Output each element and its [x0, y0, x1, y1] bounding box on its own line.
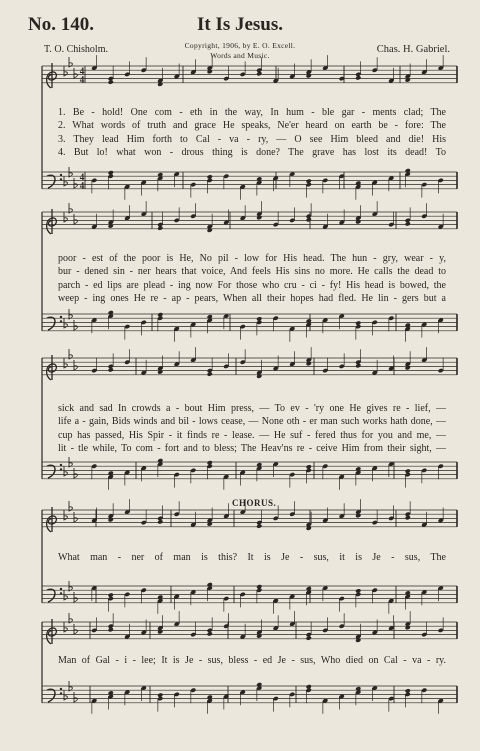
note-head	[108, 517, 114, 522]
note-head	[355, 466, 361, 471]
note-head	[256, 462, 262, 467]
lyric-line: 1. Be - hold! One com - eth in the way, In hum - ble gar - ments clad; The	[58, 107, 446, 118]
lyric-line: 2. What words of truth and grace He speaks, Ne'er heard on earth be - fore: The	[58, 120, 446, 132]
bass-clef-icon	[47, 465, 55, 478]
lyric-line: cup has passed, His Spir - it finds re - lease. — He suf - fered thus for you and me, —	[58, 429, 446, 441]
flat-sign-icon	[74, 512, 77, 522]
bass-clef-dot	[60, 592, 62, 594]
note-head	[256, 176, 262, 181]
note-head	[355, 686, 361, 691]
treble-clef-icon	[47, 507, 57, 532]
note-head	[108, 367, 114, 372]
bass-clef-icon	[47, 689, 55, 702]
note-head	[157, 629, 163, 634]
note-head	[355, 75, 361, 80]
bass-clef-dot	[60, 320, 62, 322]
note-head	[405, 688, 411, 693]
verse-lyrics-system-3	[58, 402, 446, 456]
bass-clef-dot	[60, 316, 62, 318]
lyric-line: lit - tle while, To com - fort and to bless; The Heav'ns re - ceive Him from their sight, —	[58, 443, 446, 455]
chorus-lyrics-line-2	[58, 654, 446, 667]
bass-clef-icon	[47, 175, 55, 188]
note-head	[108, 471, 114, 476]
note-head	[405, 515, 411, 520]
note-head	[306, 217, 312, 222]
note-head	[157, 595, 163, 600]
note-head	[405, 590, 411, 595]
note-head	[306, 178, 312, 183]
note-head	[108, 627, 114, 632]
bass-clef-dot	[60, 688, 62, 690]
note-head	[306, 361, 312, 366]
lyric-line: parch - ed lips are plead - ing now For those who cru - ci - fy! His head is bowed, the	[58, 279, 446, 291]
flat-sign-icon	[69, 613, 72, 623]
lyric-line: poor - est of the poor is He, No pil - low for His head. The hun - gry, wear - y,	[58, 253, 446, 264]
lyric-line: 4. But lo! what won - drous thing is done? The grave has lost its dead! To	[58, 147, 446, 159]
lyric-line: weep - ing ones He re - ap - pears, When all their hopes had fled. He lin - gers but a	[58, 293, 446, 305]
note-head	[157, 172, 163, 177]
note-head	[405, 168, 411, 173]
note-head	[256, 374, 262, 379]
note-head	[355, 181, 361, 186]
flat-sign-icon	[69, 57, 72, 67]
flat-sign-icon	[74, 178, 77, 188]
lyric-line: 3. They lead Him forth to Cal - va - ry, — O see Him bleed and die! His	[58, 133, 446, 145]
note-head	[207, 521, 213, 526]
flat-sign-icon	[74, 68, 77, 78]
flat-sign-icon	[74, 692, 77, 702]
bass-clef-icon	[47, 317, 55, 330]
copyright-line-1: Copyright, 1906, by E. O. Excell.	[184, 41, 296, 50]
note-head	[157, 519, 163, 524]
note-head	[207, 314, 213, 319]
composer-credit: Chas. H. Gabriel.	[376, 44, 450, 55]
treble-clef-icon	[47, 355, 57, 380]
note-head	[108, 170, 114, 175]
note-head	[207, 174, 213, 179]
note-head	[355, 588, 361, 593]
note-head	[405, 365, 411, 370]
bass-clef-dot	[60, 464, 62, 466]
verse-lyrics-system-1	[58, 106, 446, 160]
chorus-label: CHORUS.	[232, 498, 277, 508]
flat-sign-icon	[69, 501, 72, 511]
lyricist-credit: T. O. Chisholm.	[44, 44, 108, 55]
bass-clef-dot	[60, 588, 62, 590]
hymn-title: It Is Jesus.	[196, 14, 284, 35]
note-head	[207, 631, 213, 636]
chorus-lyrics-line-1	[58, 551, 446, 564]
lyric-line: sick and sad In crowds a - bout Him press, — To ev - 'ry one He gives re - lief, —	[58, 403, 446, 414]
note-head	[306, 684, 312, 689]
note-head	[306, 586, 312, 591]
lyric-line: life a - gain, Bids winds and bil - lows cease, — None oth - er man such works hath done, —	[58, 416, 446, 428]
hymn-number: No. 140.	[28, 14, 94, 35]
note-head	[355, 638, 361, 643]
note-head	[108, 79, 114, 84]
flat-sign-icon	[74, 320, 77, 330]
flat-sign-icon	[69, 349, 72, 359]
note-head	[256, 633, 262, 638]
note-head	[256, 584, 262, 589]
flat-sign-icon	[74, 468, 77, 478]
note-head	[306, 318, 312, 323]
flat-sign-icon	[74, 360, 77, 370]
note-head	[207, 69, 213, 74]
treble-clef-icon	[47, 619, 57, 644]
note-head	[157, 82, 163, 87]
flat-sign-icon	[74, 624, 77, 634]
note-head	[405, 221, 411, 226]
note-head	[207, 460, 213, 465]
lyric-line: What man - ner of man is this? It is Je - sus, it is Je - sus, The	[58, 552, 446, 563]
note-head	[306, 635, 312, 640]
note-head	[256, 682, 262, 687]
note-head	[306, 464, 312, 469]
note-head	[256, 316, 262, 321]
note-head	[405, 625, 411, 630]
note-head	[157, 225, 163, 230]
flat-sign-icon	[74, 592, 77, 602]
note-head	[207, 228, 213, 233]
lyric-line: Man of Gal - i - lee; It is Je - sus, bless - ed Je - sus, Who died on Cal - va - ry.	[58, 655, 446, 666]
note-head	[108, 310, 114, 315]
note-head	[157, 692, 163, 697]
note-head	[207, 582, 213, 587]
copyright-line-2: Words and Music.	[210, 51, 270, 60]
note-head	[355, 363, 361, 368]
time-signature-bottom: 4	[79, 180, 85, 191]
bass-clef-dot	[60, 178, 62, 180]
note-head	[157, 369, 163, 374]
note-head	[108, 223, 114, 228]
note-head	[256, 215, 262, 220]
bass-clef-icon	[47, 589, 55, 602]
note-head	[306, 73, 312, 78]
note-head	[207, 695, 213, 700]
note-head	[355, 320, 361, 325]
note-head	[306, 526, 312, 531]
note-head	[157, 458, 163, 463]
note-head	[405, 468, 411, 473]
time-signature-top: 4	[79, 172, 85, 182]
note-head	[256, 523, 262, 528]
bass-clef-dot	[60, 468, 62, 470]
note-head	[207, 371, 213, 376]
verse-lyrics-system-2	[58, 252, 446, 306]
note-head	[157, 312, 163, 317]
time-signature-bottom: 4	[79, 74, 85, 85]
note-head	[405, 323, 411, 328]
note-head	[355, 219, 361, 224]
note-head	[256, 71, 262, 76]
treble-clef-icon	[47, 209, 57, 234]
note-head	[405, 77, 411, 82]
note-head	[108, 592, 114, 597]
treble-clef-icon	[47, 63, 57, 88]
note-head	[108, 690, 114, 695]
bass-clef-dot	[60, 174, 62, 176]
flat-sign-icon	[69, 203, 72, 213]
flat-sign-icon	[74, 214, 77, 224]
bass-clef-dot	[60, 692, 62, 694]
time-signature-top: 4	[79, 66, 85, 76]
note-head	[355, 513, 361, 518]
lyric-line: bur - dened sin - ner hears that voice, And feels His sins no more. He calls the dead to	[58, 266, 446, 278]
